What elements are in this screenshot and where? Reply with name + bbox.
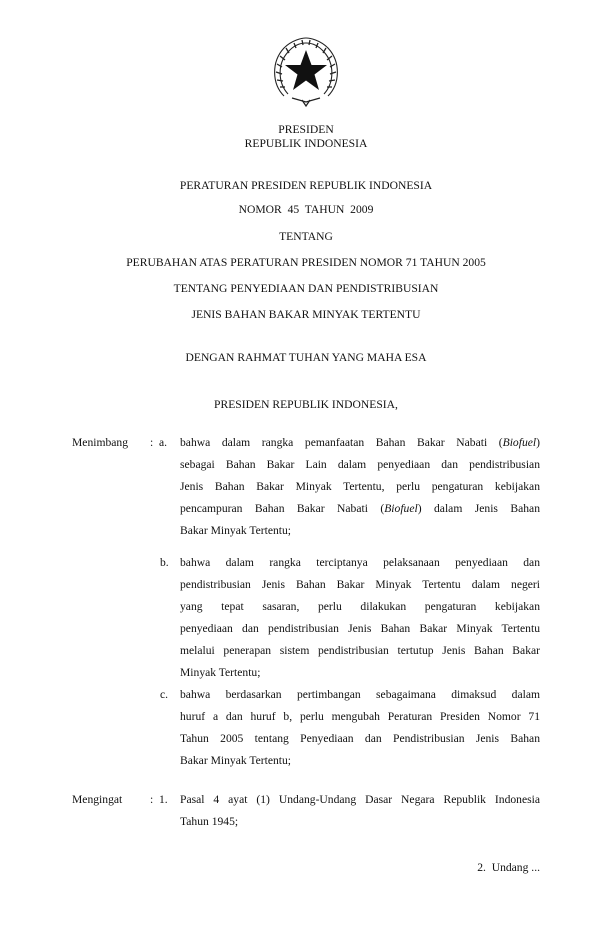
paragraph-line: Bakar Minyak Tertentu; <box>180 524 292 537</box>
paragraph-line: Tahun 1945; <box>180 815 239 828</box>
menimbang-item-a <box>180 432 540 542</box>
president-heading: PRESIDEN REPUBLIK INDONESIA, <box>214 398 398 411</box>
paragraph-line: bahwa berdasarkan pertimbangan sebagaimana dimaksud dalam <box>180 688 540 701</box>
header-republic: REPUBLIK INDONESIA <box>244 137 368 150</box>
item-1-marker: 1. <box>159 793 168 806</box>
text-segment: pencampuran Bahan Bakar Nabati ( <box>180 502 385 515</box>
italic-term: Biofuel <box>502 436 537 449</box>
item-c-marker: c. <box>160 688 169 701</box>
paragraph-line: yang tepat sasaran, perlu dilakukan pengaturan kebijakan <box>180 600 540 613</box>
paragraph-line: Tahun 2005 tentang Penyediaan dan Pendistribusian Jenis Bahan <box>180 732 540 745</box>
menimbang-item-b <box>180 552 540 684</box>
title-subject: TENTANG PENYEDIAAN DAN PENDISTRIBUSIAN <box>173 282 439 295</box>
item-b-marker: b. <box>160 556 169 569</box>
star-icon <box>285 50 327 90</box>
menimbang-colon: : <box>150 436 154 449</box>
text-segment: bahwa dalam rangka pemanfaatan Bahan Bakar Nabati ( <box>180 436 503 449</box>
menimbang-label: Menimbang <box>72 436 129 449</box>
mengingat-colon: : <box>150 793 154 806</box>
italic-term: Biofuel <box>384 502 418 515</box>
title-subject-2: JENIS BAHAN BAKAR MINYAK TERTENTU <box>191 308 421 321</box>
header-president: PRESIDEN <box>278 123 334 136</box>
title-about: TENTANG <box>279 230 333 243</box>
paragraph-line: huruf a dan huruf b, perlu mengubah Peraturan Presiden Nomor 71 <box>180 710 540 723</box>
mengingat-item-1 <box>180 789 540 833</box>
text-segment: ) <box>536 436 540 449</box>
paragraph-line: Jenis Bahan Bakar Minyak Tertentu, perlu pengaturan kebijakan <box>180 480 540 493</box>
paragraph-line: melalui penerapan sistem pendistribusian tertutup Jenis Bahan Bakar <box>180 644 540 657</box>
title-number: NOMOR 45 TAHUN 2009 <box>238 203 374 216</box>
title-amendment: PERUBAHAN ATAS PERATURAN PRESIDEN NOMOR 71 TAHUN 2005 <box>126 256 486 269</box>
menimbang-item-c <box>180 684 540 772</box>
paragraph-line: Pasal 4 ayat (1) Undang-Undang Dasar Negara Republik Indonesia <box>180 793 540 806</box>
paragraph-line: bahwa dalam rangka terciptanya pelaksanaan penyediaan dan <box>180 556 540 569</box>
paragraph-line: penyediaan dan pendistribusian Jenis Bahan Bakar Minyak Tertentu <box>180 622 540 635</box>
paragraph-line: Bakar Minyak Tertentu; <box>180 754 292 767</box>
page-continuation: 2. Undang ... <box>477 861 540 874</box>
garuda-presidential-emblem <box>268 34 344 108</box>
paragraph-line: sebagai Bahan Bakar Lain dalam penyediaan dan pendistribusian <box>180 458 540 471</box>
item-a-marker: a. <box>159 436 168 449</box>
text-segment: ) dalam Jenis Bahan <box>417 502 540 515</box>
paragraph-line <box>180 432 540 454</box>
title-regulation: PERATURAN PRESIDEN REPUBLIK INDONESIA <box>179 179 433 192</box>
paragraph-line <box>180 498 540 520</box>
paragraph-line: pendistribusian Jenis Bahan Bakar Minyak Tertentu dalam negeri <box>180 578 540 591</box>
mengingat-label: Mengingat <box>72 793 123 806</box>
paragraph-line: Minyak Tertentu; <box>180 666 261 679</box>
preamble: DENGAN RAHMAT TUHAN YANG MAHA ESA <box>185 351 427 364</box>
